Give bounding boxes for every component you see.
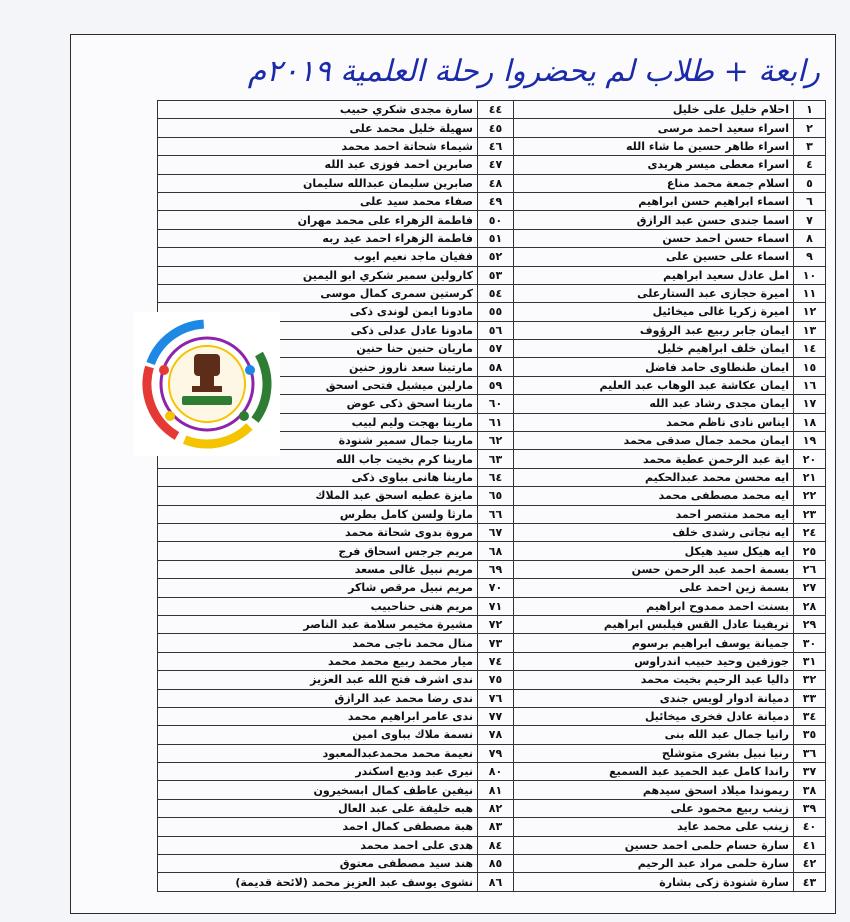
student-name-cell: نشوى يوسف عبد العزيز محمد (لائحة قديمة) bbox=[158, 873, 478, 891]
row-number-cell: ٣ bbox=[794, 137, 826, 155]
row-number-cell: ٥٥ bbox=[478, 303, 514, 321]
row-number-cell: ٦٩ bbox=[478, 560, 514, 578]
table-row bbox=[158, 799, 826, 817]
row-number-cell: ٧٩ bbox=[478, 744, 514, 762]
row-number-cell: ٤١ bbox=[794, 836, 826, 854]
table-row bbox=[158, 689, 826, 707]
row-number-cell: ٧٨ bbox=[478, 726, 514, 744]
student-name-cell: بسمة احمد عبد الرحمن حسن bbox=[514, 560, 794, 578]
table-row bbox=[158, 818, 826, 836]
student-name-cell: مارينا هانى بباوى ذكى bbox=[158, 468, 478, 486]
student-name-cell: هبة مصطفى كمال احمد bbox=[158, 818, 478, 836]
student-name-cell: مارينا بهجت وليم لبيب bbox=[158, 413, 478, 431]
row-number-cell: ٨٣ bbox=[478, 818, 514, 836]
table-row bbox=[158, 192, 826, 210]
student-name-cell: سارة شنودة زكى بشارة bbox=[514, 873, 794, 891]
table-row bbox=[158, 487, 826, 505]
row-number-cell: ١٢ bbox=[794, 303, 826, 321]
row-number-cell: ٦ bbox=[794, 192, 826, 210]
row-number-cell: ٣٤ bbox=[794, 707, 826, 725]
logo-emblem bbox=[134, 312, 280, 456]
student-name-cell: تريفينا عادل القس فيلبس ابراهيم bbox=[514, 615, 794, 633]
row-number-cell: ٩ bbox=[794, 248, 826, 266]
student-name-cell: مريم نبيل مرقص شاكر bbox=[158, 579, 478, 597]
row-number-cell: ١٣ bbox=[794, 321, 826, 339]
student-name-cell: ايمان خلف ابراهيم خليل bbox=[514, 340, 794, 358]
student-name-cell: اميرة زكريا غالى ميخائيل bbox=[514, 303, 794, 321]
student-name-cell: اسماء على حسين على bbox=[514, 248, 794, 266]
student-name-cell: مريم هنى حناحبيب bbox=[158, 597, 478, 615]
table-row bbox=[158, 101, 826, 119]
row-number-cell: ٦٣ bbox=[478, 450, 514, 468]
student-name-cell: ففيان ماجد نعيم ايوب bbox=[158, 248, 478, 266]
student-name-cell: سارة حسام حلمى احمد حسين bbox=[514, 836, 794, 854]
row-number-cell: ٤٤ bbox=[478, 101, 514, 119]
row-number-cell: ٦٠ bbox=[478, 395, 514, 413]
student-name-cell: مادونا ايمن لوندى ذكى bbox=[158, 303, 478, 321]
row-number-cell: ٦٨ bbox=[478, 542, 514, 560]
row-number-cell: ٦٢ bbox=[478, 432, 514, 450]
student-name-cell: ايمان عكاشة عبد الوهاب عبد العليم bbox=[514, 376, 794, 394]
row-number-cell: ٤٢ bbox=[794, 855, 826, 873]
row-number-cell: ٨ bbox=[794, 229, 826, 247]
row-number-cell: ٥ bbox=[794, 174, 826, 192]
row-number-cell: ٨١ bbox=[478, 781, 514, 799]
handwritten-heading: رابعة + طلاب لم يحضروا رحلة العلمية ٢٠١٩م bbox=[247, 54, 820, 89]
student-name-cell: اية عبد الرحمن عطية محمد bbox=[514, 450, 794, 468]
student-name-cell: امل عادل سعيد ابراهيم bbox=[514, 266, 794, 284]
student-name-cell: هبه خليفة على عبد العال bbox=[158, 799, 478, 817]
student-name-cell: اسما جندى حسن عبد الرازق bbox=[514, 211, 794, 229]
student-name-cell: نيفين عاطف كمال ابسخيرون bbox=[158, 781, 478, 799]
row-number-cell: ٢٤ bbox=[794, 523, 826, 541]
row-number-cell: ١٤ bbox=[794, 340, 826, 358]
student-name-cell: زينب ربيع محمود على bbox=[514, 799, 794, 817]
student-roster-table bbox=[157, 100, 826, 892]
student-name-cell: شيماء شحاتة احمد محمد bbox=[158, 137, 478, 155]
row-number-cell: ٧١ bbox=[478, 597, 514, 615]
row-number-cell: ٢٦ bbox=[794, 560, 826, 578]
table-row bbox=[158, 248, 826, 266]
table-row bbox=[158, 156, 826, 174]
student-name-cell: جميانة يوسف ابراهيم برسوم bbox=[514, 634, 794, 652]
row-number-cell: ٨٤ bbox=[478, 836, 514, 854]
table-row bbox=[158, 137, 826, 155]
row-number-cell: ٧٥ bbox=[478, 671, 514, 689]
table-row bbox=[158, 781, 826, 799]
table-row bbox=[158, 505, 826, 523]
table-row bbox=[158, 284, 826, 302]
table-row bbox=[158, 671, 826, 689]
student-name-cell: ايه محمد مصطفى محمد bbox=[514, 487, 794, 505]
student-name-cell: هند سيد مصطفى معتوق bbox=[158, 855, 478, 873]
row-number-cell: ١٧ bbox=[794, 395, 826, 413]
row-number-cell: ٤٩ bbox=[478, 192, 514, 210]
student-name-cell: نسمة ملاك بباوى امين bbox=[158, 726, 478, 744]
row-number-cell: ٢٣ bbox=[794, 505, 826, 523]
row-number-cell: ٥٩ bbox=[478, 376, 514, 394]
row-number-cell: ٤٧ bbox=[478, 156, 514, 174]
student-name-cell: ايمان مجدى رشاد عبد الله bbox=[514, 395, 794, 413]
student-name-cell: ايمان طنطاوى حامد فاضل bbox=[514, 358, 794, 376]
row-number-cell: ٧٢ bbox=[478, 615, 514, 633]
row-number-cell: ٥٨ bbox=[478, 358, 514, 376]
student-name-cell: اسماء حسن احمد حسن bbox=[514, 229, 794, 247]
table-row bbox=[158, 211, 826, 229]
student-name-cell: هدى على احمد محمد bbox=[158, 836, 478, 854]
table-row bbox=[158, 652, 826, 670]
student-name-cell: اسراء معطى ميسر هريدى bbox=[514, 156, 794, 174]
student-name-cell: صفاء محمد سيد على bbox=[158, 192, 478, 210]
row-number-cell: ٥١ bbox=[478, 229, 514, 247]
student-name-cell: ايه محمد منتصر احمد bbox=[514, 505, 794, 523]
student-name-cell: اسراء سعيد احمد مرسى bbox=[514, 119, 794, 137]
table-row bbox=[158, 542, 826, 560]
row-number-cell: ٧٠ bbox=[478, 579, 514, 597]
student-name-cell: ريموندا ميلاد اسحق سيدهم bbox=[514, 781, 794, 799]
student-name-cell: ايه محسن محمد عبدالحكيم bbox=[514, 468, 794, 486]
row-number-cell: ٦٤ bbox=[478, 468, 514, 486]
row-number-cell: ٣٩ bbox=[794, 799, 826, 817]
table-row bbox=[158, 597, 826, 615]
row-number-cell: ١٩ bbox=[794, 432, 826, 450]
student-name-cell: صابرين احمد فوزى عبد الله bbox=[158, 156, 478, 174]
row-number-cell: ٣٥ bbox=[794, 726, 826, 744]
row-number-cell: ٤٠ bbox=[794, 818, 826, 836]
table-row bbox=[158, 119, 826, 137]
table-row bbox=[158, 468, 826, 486]
student-name-cell: اميرة حجازى عبد الستارعلى bbox=[514, 284, 794, 302]
student-name-cell: مارلين ميشيل فتحى اسحق bbox=[158, 376, 478, 394]
table-row bbox=[158, 726, 826, 744]
student-name-cell: مارينا كرم بخيت جاب الله bbox=[158, 450, 478, 468]
row-number-cell: ٣٣ bbox=[794, 689, 826, 707]
table-row bbox=[158, 634, 826, 652]
student-name-cell: اسراء طاهر حسين ما شاء الله bbox=[514, 137, 794, 155]
table-row bbox=[158, 560, 826, 578]
row-number-cell: ١٨ bbox=[794, 413, 826, 431]
student-name-cell: فاطمة الزهراء على محمد مهران bbox=[158, 211, 478, 229]
row-number-cell: ١٠ bbox=[794, 266, 826, 284]
row-number-cell: ٧٦ bbox=[478, 689, 514, 707]
table-row bbox=[158, 266, 826, 284]
row-number-cell: ٤ bbox=[794, 156, 826, 174]
row-number-cell: ٤٥ bbox=[478, 119, 514, 137]
student-name-cell: ايه هيكل سيد هيكل bbox=[514, 542, 794, 560]
student-name-cell: كارولين سمير شكري ابو اليمين bbox=[158, 266, 478, 284]
row-number-cell: ٢٠ bbox=[794, 450, 826, 468]
row-number-cell: ٦٦ bbox=[478, 505, 514, 523]
row-number-cell: ٧ bbox=[794, 211, 826, 229]
student-name-cell: مارينا جمال سمير شنودة bbox=[158, 432, 478, 450]
student-name-cell: مريم جرجس اسحاق فرج bbox=[158, 542, 478, 560]
row-number-cell: ٥٧ bbox=[478, 340, 514, 358]
student-name-cell: كرستين سمرى كمال موسى bbox=[158, 284, 478, 302]
table-row bbox=[158, 744, 826, 762]
student-name-cell: مشيرة مخيمر سلامة عبد الناصر bbox=[158, 615, 478, 633]
row-number-cell: ١١ bbox=[794, 284, 826, 302]
student-name-cell: اسلام جمعة محمد مناع bbox=[514, 174, 794, 192]
table-row bbox=[158, 763, 826, 781]
row-number-cell: ٤٣ bbox=[794, 873, 826, 891]
row-number-cell: ٣٠ bbox=[794, 634, 826, 652]
student-name-cell: صابرين سليمان عبدالله سليمان bbox=[158, 174, 478, 192]
student-name-cell: نيرى عبد وديع اسكندر bbox=[158, 763, 478, 781]
table-row bbox=[158, 523, 826, 541]
row-number-cell: ٢٨ bbox=[794, 597, 826, 615]
student-name-cell: ماريان حنين حنا حنين bbox=[158, 340, 478, 358]
student-name-cell: بسنت احمد ممدوح ابراهيم bbox=[514, 597, 794, 615]
row-number-cell: ٧٣ bbox=[478, 634, 514, 652]
student-name-cell: جوزفين وحيد حبيب اندراوس bbox=[514, 652, 794, 670]
student-name-cell: رنيا نبيل بشرى متوشلح bbox=[514, 744, 794, 762]
student-name-cell: راندا كامل عبد الحميد عبد السميع bbox=[514, 763, 794, 781]
student-name-cell: دميانة عادل فخرى ميخائيل bbox=[514, 707, 794, 725]
row-number-cell: ٨٢ bbox=[478, 799, 514, 817]
row-number-cell: ١ bbox=[794, 101, 826, 119]
row-number-cell: ٨٠ bbox=[478, 763, 514, 781]
student-name-cell: مارتينا سعد ناروز حنين bbox=[158, 358, 478, 376]
student-name-cell: دميانة ادوار لويس جندى bbox=[514, 689, 794, 707]
table-row bbox=[158, 579, 826, 597]
student-name-cell: سارة مجدى شكري حبيب bbox=[158, 101, 478, 119]
row-number-cell: ٥٠ bbox=[478, 211, 514, 229]
row-number-cell: ٦٥ bbox=[478, 487, 514, 505]
table-row bbox=[158, 229, 826, 247]
table-row bbox=[158, 873, 826, 891]
row-number-cell: ٣٧ bbox=[794, 763, 826, 781]
student-name-cell: ندى اشرف فتح الله عبد العزيز bbox=[158, 671, 478, 689]
student-name-cell: رانيا جمال عبد الله بنى bbox=[514, 726, 794, 744]
student-name-cell: ايمان محمد جمال صدقى محمد bbox=[514, 432, 794, 450]
row-number-cell: ٣١ bbox=[794, 652, 826, 670]
row-number-cell: ٦٧ bbox=[478, 523, 514, 541]
row-number-cell: ٨٦ bbox=[478, 873, 514, 891]
row-number-cell: ٥٢ bbox=[478, 248, 514, 266]
row-number-cell: ٥٦ bbox=[478, 321, 514, 339]
row-number-cell: ٧٤ bbox=[478, 652, 514, 670]
row-number-cell: ٥٤ bbox=[478, 284, 514, 302]
row-number-cell: ٣٦ bbox=[794, 744, 826, 762]
student-name-cell: سهيلة خليل محمد على bbox=[158, 119, 478, 137]
row-number-cell: ٢ bbox=[794, 119, 826, 137]
student-name-cell: نعيمة محمد محمدعبدالمعبود bbox=[158, 744, 478, 762]
student-name-cell: مارثا ولسن كامل بطرس bbox=[158, 505, 478, 523]
student-name-cell: ميار محمد ربيع محمد محمد bbox=[158, 652, 478, 670]
student-name-cell: سارة حلمى مراد عبد الرحيم bbox=[514, 855, 794, 873]
row-number-cell: ٣٨ bbox=[794, 781, 826, 799]
student-name-cell: ندى عامر ابراهيم محمد bbox=[158, 707, 478, 725]
table-row bbox=[158, 174, 826, 192]
student-name-cell: داليا عبد الرحيم بخيت محمد bbox=[514, 671, 794, 689]
table-row bbox=[158, 707, 826, 725]
network-logo bbox=[134, 312, 280, 456]
student-name-cell: ايمان جابر ربيع عبد الرؤوف bbox=[514, 321, 794, 339]
row-number-cell: ٥٣ bbox=[478, 266, 514, 284]
row-number-cell: ٦١ bbox=[478, 413, 514, 431]
student-name-cell: مادونا عادل عدلى ذكى bbox=[158, 321, 478, 339]
student-name-cell: اسماء ابراهيم حسن ابراهيم bbox=[514, 192, 794, 210]
row-number-cell: ٢٩ bbox=[794, 615, 826, 633]
student-name-cell: مروة بدوى شحاتة محمد bbox=[158, 523, 478, 541]
table-row bbox=[158, 836, 826, 854]
student-name-cell: بسمة زين احمد على bbox=[514, 579, 794, 597]
student-name-cell: مايزة عطيه اسحق عبد الملاك bbox=[158, 487, 478, 505]
student-name-cell: مارينا اسحق ذكى عوض bbox=[158, 395, 478, 413]
row-number-cell: ٢٢ bbox=[794, 487, 826, 505]
row-number-cell: ١٥ bbox=[794, 358, 826, 376]
roster-body bbox=[158, 101, 826, 892]
row-number-cell: ٤٨ bbox=[478, 174, 514, 192]
row-number-cell: ٨٥ bbox=[478, 855, 514, 873]
table-row bbox=[158, 855, 826, 873]
row-number-cell: ٢١ bbox=[794, 468, 826, 486]
student-name-cell: ندى رضا محمد عبد الرازق bbox=[158, 689, 478, 707]
row-number-cell: ٢٧ bbox=[794, 579, 826, 597]
row-number-cell: ١٦ bbox=[794, 376, 826, 394]
table-row bbox=[158, 615, 826, 633]
student-name-cell: ايه نجاتى رشدى خلف bbox=[514, 523, 794, 541]
row-number-cell: ٣٢ bbox=[794, 671, 826, 689]
student-name-cell: زينب على محمد عايد bbox=[514, 818, 794, 836]
row-number-cell: ٧٧ bbox=[478, 707, 514, 725]
student-name-cell: ايناس نادى ناظم محمد bbox=[514, 413, 794, 431]
row-number-cell: ٤٦ bbox=[478, 137, 514, 155]
student-name-cell: مريم نبيل غالى مسعد bbox=[158, 560, 478, 578]
student-name-cell: منال محمد ناجى محمد bbox=[158, 634, 478, 652]
row-number-cell: ٢٥ bbox=[794, 542, 826, 560]
student-name-cell: احلام خليل على خليل bbox=[514, 101, 794, 119]
student-name-cell: فاطمة الزهراء احمد عيد ربه bbox=[158, 229, 478, 247]
